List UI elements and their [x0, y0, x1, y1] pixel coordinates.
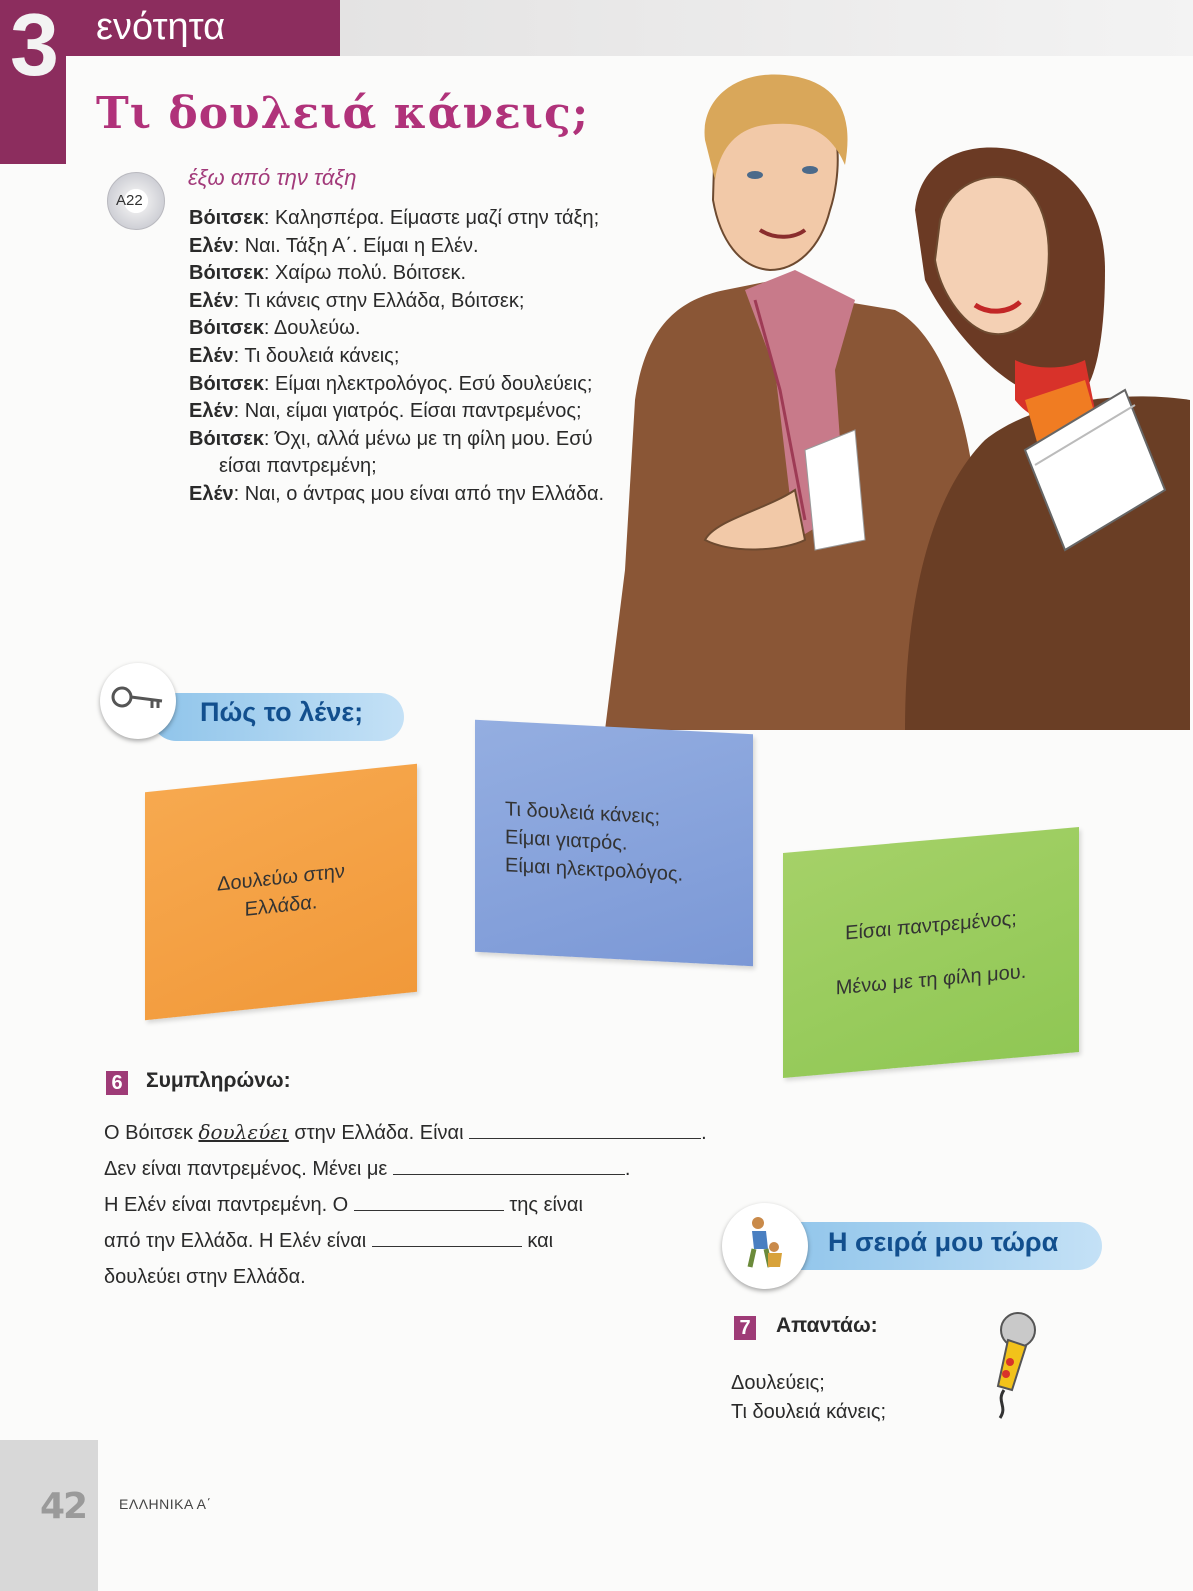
dialogue-line [189, 343, 629, 371]
exercise-6-number: 6 [106, 1071, 128, 1095]
note-green-line: Είσαι παντρεμένος; [845, 906, 1017, 945]
dialogue-speaker: Βόιτσεκ [189, 372, 264, 395]
exercise-6-line-4 [104, 1223, 707, 1259]
key-icon-badge [100, 663, 176, 739]
dialogue-utterance: : Όχι, αλλά μένω με τη φίλη μου. Εσύ είσαι παντρεμένη; [219, 427, 593, 478]
note-green-line: Μένω με τη φίλη μου. [835, 960, 1027, 999]
dialogue-heading: έξω από την τάξη [188, 165, 357, 190]
exercise-6-line-3 [104, 1187, 707, 1223]
note-orange [145, 764, 417, 1021]
dialogue-utterance: : Ναι, ο άντρας μου είναι από την Ελλάδα. [233, 482, 605, 505]
microphone-icon [982, 1310, 1040, 1420]
dialogue-speaker: Βόιτσεκ [189, 207, 264, 229]
dialogue-line [189, 315, 629, 343]
dialogue-line [189, 481, 629, 509]
exercise-6-line-1 [104, 1114, 707, 1151]
dialogue-utterance: : Ναι. Τάξη Α΄. Είμαι η Ελέν. [233, 234, 479, 257]
dialogue-speaker: Βόιτσεκ [189, 317, 264, 340]
dialogue-line [189, 260, 629, 288]
note-orange-line: Δουλεύω στην [217, 860, 345, 896]
exercise-6-title: Συμπληρώνω: [146, 1069, 291, 1092]
exercise-6-line-5: δουλεύει στην Ελλάδα. [104, 1266, 306, 1288]
dialogue-utterance: : Δουλεύω. [263, 317, 361, 340]
people-icon-badge [722, 1203, 808, 1289]
answer-blank[interactable] [372, 1228, 522, 1247]
dialogue-line [189, 371, 629, 399]
header-grey-band [340, 0, 1193, 56]
text-segment: . [701, 1122, 707, 1144]
note-green [783, 827, 1079, 1078]
dialogue-speaker: Ελέν [189, 289, 234, 312]
unit-word: ενότητα [96, 6, 226, 48]
exercise-7-question: Τι δουλειά κάνεις; [731, 1401, 887, 1423]
how-they-say-label: Πώς το λένε; [200, 697, 364, 727]
unit-number: 3 [10, 0, 57, 94]
dialogue-speaker: Ελέν [189, 482, 234, 505]
answer-blank[interactable] [393, 1156, 625, 1175]
dialogue-line [189, 426, 629, 481]
dialogue-utterance: : Είμαι ηλεκτρολόγος. Εσύ δουλεύεις; [263, 372, 593, 395]
dialogue-speaker: Ελέν [189, 400, 234, 423]
dialogue-speaker: Βόιτσεκ [189, 427, 264, 450]
filled-answer: δουλεύει [198, 1120, 289, 1144]
dialogue-speaker: Ελέν [189, 344, 234, 367]
key-icon [100, 663, 176, 739]
exercise-7-title: Απαντάω: [776, 1314, 878, 1337]
dialogue-text [189, 205, 629, 509]
exercise-7-number: 7 [734, 1316, 756, 1340]
dialogue-utterance: : Τι δουλειά κάνεις; [233, 344, 400, 367]
note-orange-line: Ελλάδα. [244, 891, 318, 921]
audio-track-label: A22 [116, 192, 143, 209]
note-blue-line: Είμαι γιατρός. [505, 826, 628, 855]
note-blue-line: Είμαι ηλεκτρολόγος. [505, 854, 684, 886]
dialogue-utterance: : Καλησπέρα. Είμαστε μαζί στην τάξη; [263, 207, 600, 229]
page-number: 42 [40, 1486, 87, 1527]
text-segment: Η Ελέν είναι παντρεμένη. Ο [104, 1194, 354, 1216]
dialogue-utterance: : Χαίρω πολύ. Βόιτσεκ. [263, 262, 467, 285]
text-segment: Δεν είναι παντρεμένος. Μένει με [104, 1158, 393, 1180]
book-title: ΕΛΛΗΝΙΚΑ Α΄ [119, 1496, 212, 1512]
dialogue-utterance: : Τι κάνεις στην Ελλάδα, Βόιτσεκ; [233, 289, 525, 312]
dialogue-line [189, 288, 629, 316]
note-blue-line: Τι δουλειά κάνεις; [505, 798, 661, 829]
text-segment: στην Ελλάδα. Είναι [288, 1122, 470, 1144]
exercise-6-line-2 [104, 1151, 707, 1187]
exercise-6-text [104, 1114, 707, 1295]
dialogue-line [189, 205, 629, 233]
text-segment: και [521, 1230, 554, 1252]
people-talking-icon [722, 1203, 808, 1289]
dialogue-line [189, 398, 629, 426]
dialogue-speaker: Ελέν [189, 234, 234, 257]
two-people-illustration [605, 70, 1190, 730]
note-blue [475, 720, 753, 967]
text-segment: Ο Βόιτσεκ [104, 1122, 199, 1144]
dialogue-line [189, 233, 629, 261]
text-segment: . [624, 1158, 631, 1180]
answer-blank[interactable] [469, 1120, 701, 1139]
dialogue-speaker: Βόιτσεκ [189, 262, 264, 285]
lesson-title: Τι δουλειά κάνεις; [96, 88, 590, 139]
dialogue-utterance: : Ναι, είμαι γιατρός. Είσαι παντρεμένος; [233, 400, 582, 423]
text-segment: της είναι [503, 1194, 583, 1216]
text-segment: από την Ελλάδα. Η Ελέν είναι [104, 1230, 372, 1252]
exercise-7-question: Δουλεύεις; [731, 1372, 825, 1394]
my-turn-label: Η σειρά μου τώρα [828, 1227, 1059, 1257]
answer-blank[interactable] [354, 1192, 504, 1211]
